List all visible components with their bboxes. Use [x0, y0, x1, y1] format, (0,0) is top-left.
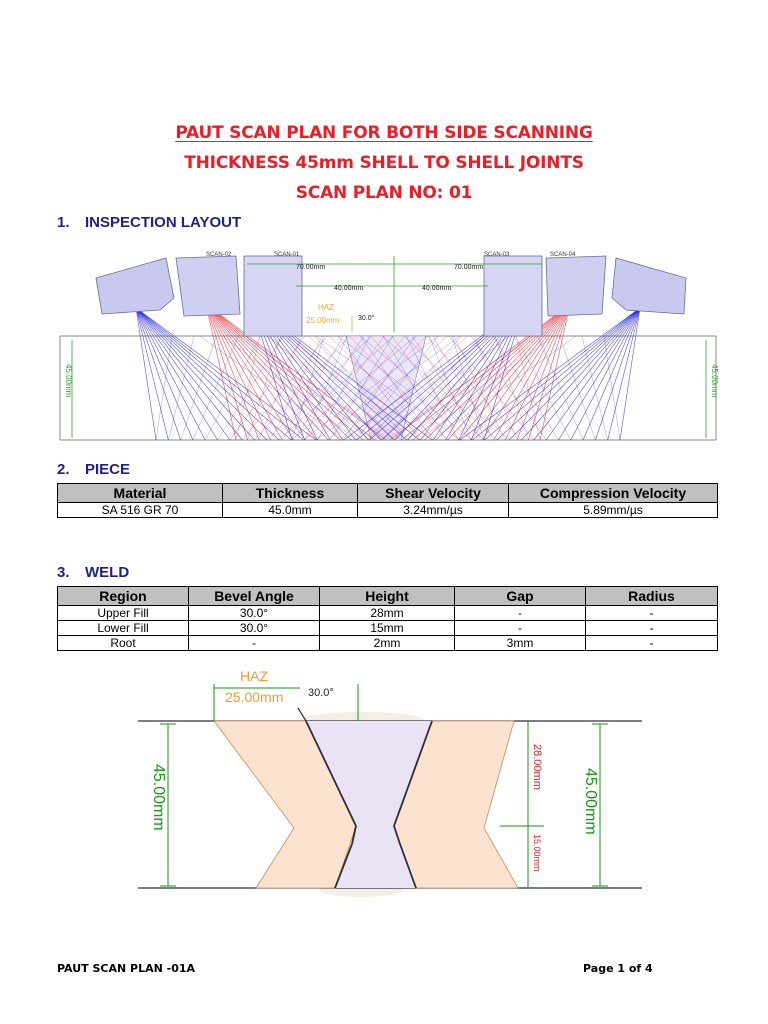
- table-cell: Root: [58, 636, 189, 651]
- section-number: 1.: [57, 214, 70, 231]
- table-cell: 3mm: [455, 636, 586, 651]
- lower-height-label: 15.00mm: [532, 834, 542, 872]
- angle-label: 30.0°: [358, 315, 375, 322]
- table-header-cell: Gap: [455, 587, 586, 606]
- table-header-cell: Radius: [586, 587, 718, 606]
- angle-label: 30.0°: [308, 687, 334, 699]
- table-header-cell: Compression Velocity: [509, 484, 718, 503]
- thickness-left-label: 45.00mm: [64, 364, 73, 398]
- section-number: 2.: [57, 461, 70, 478]
- table-header-row: [58, 587, 718, 606]
- scan-04-label: SCAN-04: [550, 252, 576, 258]
- section-label: INSPECTION LAYOUT: [85, 214, 242, 231]
- section-weld-heading: [57, 564, 129, 581]
- table-cell: Lower Fill: [58, 621, 189, 636]
- probe-group-left: [96, 256, 302, 336]
- table-cell: 3.24mm/µs: [358, 503, 509, 518]
- table-cell: -: [586, 606, 718, 621]
- inspection-layout-diagram: [56, 244, 720, 444]
- table-cell: -: [586, 636, 718, 651]
- title-line-2: THICKNESS 45mm SHELL TO SHELL JOINTS: [184, 153, 584, 173]
- table-row: [58, 503, 718, 518]
- haz-label: HAZ: [240, 668, 268, 684]
- table-header-cell: Bevel Angle: [189, 587, 320, 606]
- table-cell: 30.0°: [189, 606, 320, 621]
- title-line-1: PAUT SCAN PLAN FOR BOTH SIDE SCANNING: [175, 123, 593, 143]
- probe-group-right: [484, 256, 686, 336]
- table-cell: 5.89mm/µs: [509, 503, 718, 518]
- haz-dim: 25.00mm: [225, 689, 284, 705]
- table-cell: 30.0°: [189, 621, 320, 636]
- section-label: PIECE: [85, 461, 131, 478]
- thickness-left-label: 45.00mm: [150, 764, 167, 831]
- weld-table: [57, 586, 718, 651]
- dim-40-right: 40.00mm: [422, 285, 452, 292]
- scan-01-label: SCAN-01: [274, 252, 300, 258]
- table-header-cell: Height: [320, 587, 455, 606]
- table-header-cell: Material: [58, 484, 223, 503]
- section-inspection-heading: [57, 214, 241, 231]
- table-cell: -: [586, 621, 718, 636]
- table-cell: 28mm: [320, 606, 455, 621]
- scan-03-label: SCAN-03: [484, 252, 510, 258]
- weld-cross-section-diagram: [130, 664, 650, 904]
- scan-02-label: SCAN-02: [206, 252, 232, 258]
- table-cell: -: [455, 621, 586, 636]
- table-cell: 2mm: [320, 636, 455, 651]
- table-cell: 15mm: [320, 621, 455, 636]
- table-header-row: [58, 484, 718, 503]
- footer-document-id: PAUT SCAN PLAN -01A: [57, 962, 196, 975]
- table-cell: Upper Fill: [58, 606, 189, 621]
- table-header-cell: Thickness: [223, 484, 358, 503]
- dim-70-left: 70.00mm: [296, 264, 326, 271]
- section-number: 3.: [57, 564, 70, 581]
- footer-page-number: Page 1 of 4: [583, 962, 653, 975]
- dim-40-left: 40.00mm: [334, 285, 364, 292]
- title-line-3: SCAN PLAN NO: 01: [295, 183, 473, 203]
- upper-height-label: 28.00mm: [531, 744, 543, 790]
- table-row: [58, 606, 718, 621]
- table-header-cell: Region: [58, 587, 189, 606]
- section-piece-heading: [57, 461, 130, 478]
- table-cell: SA 516 GR 70: [58, 503, 223, 518]
- piece-table: [57, 483, 718, 518]
- thickness-right-label: 45.00mm: [710, 364, 719, 398]
- table-cell: 45.0mm: [223, 503, 358, 518]
- table-cell: -: [189, 636, 320, 651]
- table-cell: -: [455, 606, 586, 621]
- haz-label: HAZ: [318, 303, 334, 312]
- table-header-cell: Shear Velocity: [358, 484, 509, 503]
- thickness-right-label: 45.00mm: [582, 768, 599, 835]
- table-row: [58, 636, 718, 651]
- dim-70-right: 70.00mm: [454, 264, 484, 271]
- section-label: WELD: [85, 564, 130, 581]
- document-title: [0, 118, 768, 208]
- haz-dim: 25.00mm: [306, 316, 340, 325]
- table-row: [58, 621, 718, 636]
